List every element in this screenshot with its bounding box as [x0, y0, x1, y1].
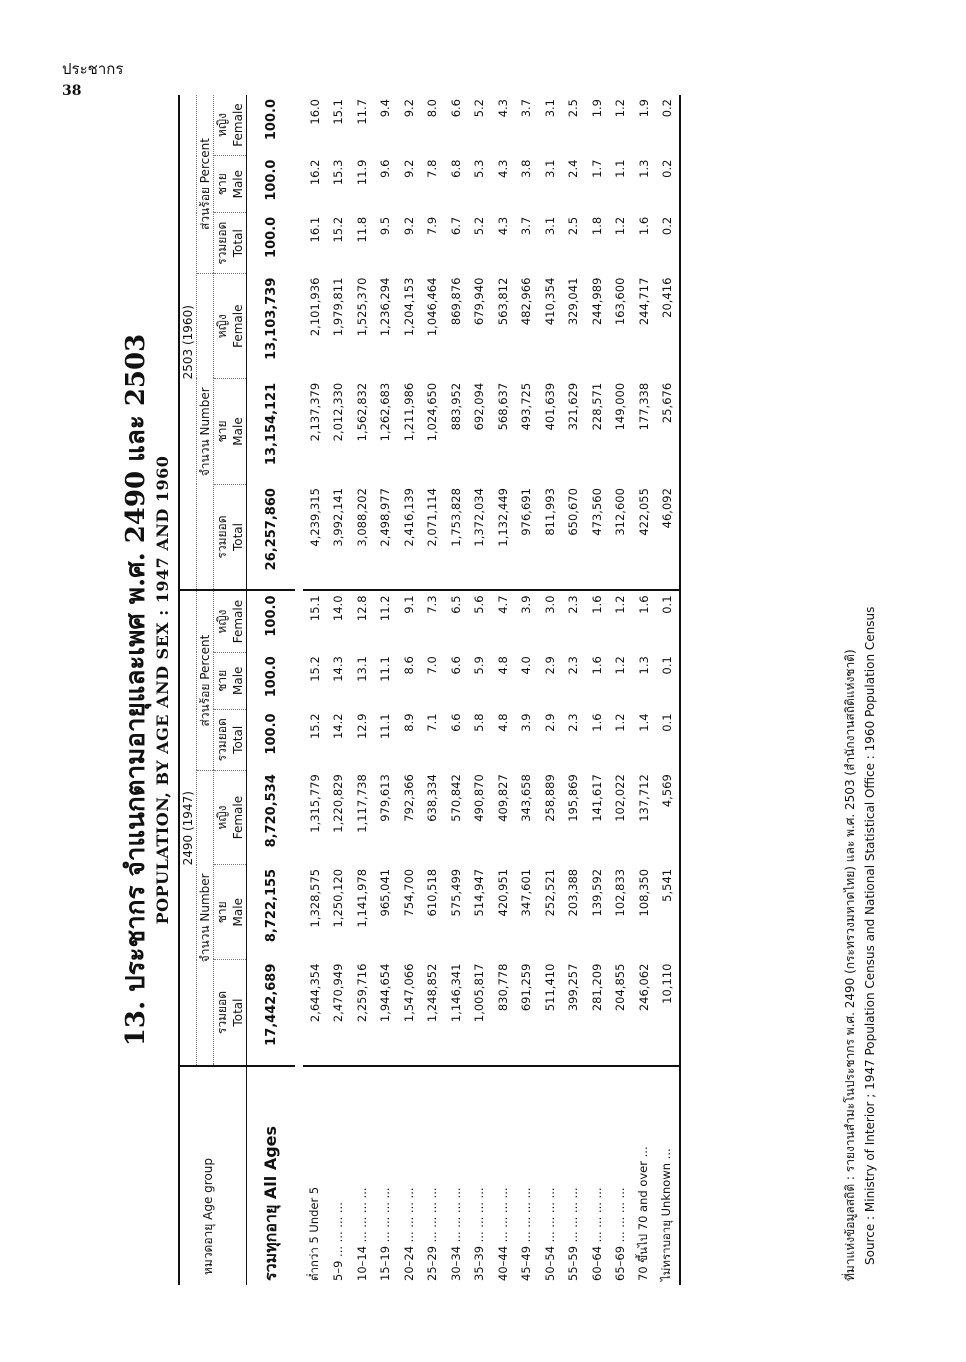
table-cell: 13.1: [354, 656, 369, 682]
table-cell: 5.2: [472, 99, 487, 118]
table-cell: 473,560: [585, 484, 609, 590]
table-cell: 4.7: [495, 595, 510, 614]
table-cell: 1,562,832: [354, 382, 369, 442]
table-cell: 493,725: [519, 382, 534, 431]
column-header-thai: หญิง: [215, 609, 229, 634]
table-cell: 26,257,860: [247, 484, 296, 590]
table-cell: 482,966: [519, 277, 534, 326]
column-header-english: Total: [231, 523, 245, 552]
table-cell: 4.3: [495, 159, 510, 178]
age-group-label: 45–49 ... ... ... ...: [519, 1187, 534, 1281]
table-cell: 11.7: [354, 99, 369, 125]
table-cell: 8.6: [401, 656, 416, 675]
table-cell: 883,952: [448, 382, 463, 431]
table-cell: 15.1: [307, 595, 322, 622]
table-cell: 4.8: [495, 713, 510, 732]
percent-group-1947: ส่วนร้อย Percent: [197, 590, 214, 770]
column-header-male: [214, 865, 247, 960]
number-group-1960: จำนวน Number: [197, 274, 214, 591]
table-cell: 9.2: [401, 159, 416, 178]
column-header-thai: ชาย: [215, 173, 229, 196]
table-cell: 1,024,650: [425, 382, 440, 442]
column-header-total: [214, 960, 247, 1066]
source-note: [840, 95, 880, 1285]
table-cell: 568,637: [495, 382, 510, 431]
table-cell: 244,989: [589, 277, 604, 326]
table-cell: 6.6: [448, 99, 463, 118]
table-cell: 25,676: [660, 382, 675, 424]
table-cell: 7.1: [425, 713, 440, 732]
age-group-label: 25–29 ... ... ... ...: [425, 1187, 440, 1281]
table-cell: 9.6: [378, 159, 393, 178]
table-cell: 11.2: [378, 595, 393, 622]
table-cell: 14.2: [331, 713, 346, 740]
column-header-english: Female: [231, 304, 245, 348]
column-header-english: Female: [231, 103, 245, 147]
table-cell: 16.2: [307, 159, 322, 186]
table-cell: 1.1: [613, 159, 628, 178]
page-header: [62, 58, 123, 102]
table-cell: 100.0: [263, 595, 279, 637]
column-header-english: Total: [231, 725, 245, 754]
age-group-label: 5–9 ... ... ... ...: [331, 1202, 346, 1281]
table-cell: 2,259,716: [350, 960, 374, 1066]
column-header-total: [214, 484, 247, 590]
column-header-thai: รวมยอด: [215, 718, 229, 762]
table-cell: 11.9: [354, 159, 369, 186]
age-group-label: 50–54 ... ... ... ...: [542, 1187, 557, 1281]
table-cell: 1.6: [589, 656, 604, 675]
number-group-1947: จำนวน Number: [197, 770, 214, 1066]
table-cell: 2.5: [566, 99, 581, 118]
column-header-english: Female: [231, 795, 245, 840]
table-cell: 754,700: [401, 868, 416, 917]
table-cell: 1.7: [589, 159, 604, 178]
column-header-english: Male: [231, 169, 245, 199]
table-cell: 258,889: [542, 774, 557, 822]
table-cell: 246,062: [632, 960, 656, 1066]
table-cell: 692,094: [472, 382, 487, 431]
table-cell: 5.6: [472, 595, 487, 614]
column-header-thai: หญิง: [215, 314, 229, 339]
table-cell: 16.1: [307, 216, 322, 243]
table-cell: 12.9: [354, 713, 369, 740]
table-cell: 9.4: [378, 99, 393, 118]
table-cell: 11.1: [378, 656, 393, 682]
source-english: Source : Ministry of Interior ; 1947 Population Census and National Statistical Office : 1960 Population Census: [863, 606, 877, 1265]
table-cell: 10,110: [656, 960, 681, 1066]
table-cell: 244,717: [636, 277, 651, 326]
table-cell: 204,855: [609, 960, 633, 1066]
table-row: [656, 95, 681, 1285]
table-row: [350, 95, 374, 1285]
column-header-english: Female: [231, 599, 245, 644]
table-cell: 5.3: [472, 159, 487, 178]
table-cell: 869,876: [448, 277, 463, 326]
table-cell: 1,979,811: [331, 277, 346, 337]
column-header-thai: ชาย: [215, 420, 229, 443]
age-group-label: 15–19 ... ... ... ...: [378, 1187, 393, 1281]
table-cell: 570,842: [448, 774, 463, 822]
table-cell: 281,209: [585, 960, 609, 1066]
column-header-male: [214, 156, 247, 213]
table-cell: 3,088,202: [350, 484, 374, 590]
table-cell: 195,869: [566, 774, 581, 822]
table-row: [468, 95, 492, 1285]
table-cell: 1,315,779: [307, 774, 322, 833]
age-group-label: รวมทุกอายุ All Ages: [260, 1125, 280, 1281]
table-cell: 17,442,689: [247, 960, 296, 1066]
age-group-label: ต่ำกว่า 5 Under 5: [306, 1186, 321, 1281]
table-cell: 228,571: [589, 382, 604, 431]
table-row: [421, 95, 445, 1285]
table-cell: 347,601: [519, 868, 534, 917]
table-row: [397, 95, 421, 1285]
table-cell: 5.2: [472, 216, 487, 236]
table-row: [491, 95, 515, 1285]
table-cell: 312,600: [609, 484, 633, 590]
spacer-cell: [295, 95, 303, 1285]
age-group-label: 60–64 ... ... ... ...: [589, 1187, 604, 1281]
table-cell: 5.8: [472, 713, 487, 732]
column-header-thai: รวมยอด: [215, 990, 229, 1035]
age-group-label: 20–24 ... ... ... ...: [401, 1187, 416, 1281]
table-cell: 1,372,034: [468, 484, 492, 590]
age-group-label: 70 ขึ้นไป 70 and over ...: [635, 1146, 650, 1281]
table-cell: 1.3: [636, 159, 651, 178]
table-cell: 1,211,986: [401, 382, 416, 442]
table-cell: 139,592: [589, 868, 604, 917]
column-header-thai: หญิง: [215, 805, 229, 830]
table-cell: 6.6: [448, 656, 463, 675]
table-cell: 13,103,739: [263, 277, 279, 360]
column-header-thai: หญิง: [215, 113, 229, 138]
table-cell: 13,154,121: [263, 382, 279, 466]
table-cell: 8,722,155: [263, 868, 279, 943]
table-cell: 0.2: [660, 216, 675, 236]
total-row: [247, 95, 296, 1285]
table-cell: 2,071,114: [421, 484, 445, 590]
table-cell: 1.2: [613, 216, 628, 236]
table-cell: 0.2: [660, 99, 675, 118]
table-cell: 100.0: [263, 656, 279, 698]
table-cell: 792,366: [401, 774, 416, 822]
column-header-total: [214, 213, 247, 274]
table-cell: 1.9: [636, 99, 651, 118]
column-header-english: Male: [231, 898, 245, 927]
table-cell: 3.7: [519, 216, 534, 236]
table-cell: 3,992,141: [327, 484, 351, 590]
table-cell: 965,041: [378, 868, 393, 917]
table-cell: 1,046,464: [425, 277, 440, 337]
table-cell: 2.9: [542, 713, 557, 732]
table-cell: 811,993: [538, 484, 562, 590]
table-cell: 422,055: [632, 484, 656, 590]
table-cell: 8.0: [425, 99, 440, 118]
page-number: 38: [62, 83, 82, 99]
table-cell: 420,951: [495, 868, 510, 917]
table-cell: 1.6: [636, 216, 651, 236]
table-cell: 563,812: [495, 277, 510, 326]
table-cell: 1.6: [589, 713, 604, 732]
table-cell: 1.6: [636, 595, 651, 614]
column-header-thai: รวมยอด: [215, 221, 229, 265]
table-cell: 2,137,379: [307, 382, 322, 442]
column-header-english: Male: [231, 417, 245, 446]
table-cell: 1,944,654: [374, 960, 398, 1066]
rotated-table-page: [120, 95, 910, 1285]
table-cell: 638,334: [425, 774, 440, 822]
year-1947-header: 2490 (1947): [179, 590, 197, 1066]
title-thai: 13. ประชากร จำแนกตามอายุและเพศ พ.ศ. 2490 และ 2503: [121, 333, 151, 1047]
table-cell: 14.0: [331, 595, 346, 622]
table-cell: 2.3: [566, 713, 581, 732]
table-cell: 399,257: [562, 960, 586, 1066]
table-cell: 3.7: [519, 99, 534, 118]
table-cell: 2.5: [566, 216, 581, 236]
age-group-label: 10–14 ... ... ... ...: [354, 1187, 369, 1281]
table-cell: 1,328,575: [307, 868, 322, 928]
table-cell: 410,354: [542, 277, 557, 326]
table-cell: 0.1: [660, 713, 675, 732]
table-cell: 15.3: [331, 159, 346, 186]
age-group-label: 55–59 ... ... ... ...: [566, 1187, 581, 1281]
table-row: [303, 95, 327, 1285]
table-cell: 7.3: [425, 595, 440, 614]
column-header-thai: ชาย: [215, 669, 229, 692]
table-row: [374, 95, 398, 1285]
table-cell: 3.1: [542, 216, 557, 236]
table-cell: 2.3: [566, 595, 581, 614]
table-cell: 1.4: [636, 713, 651, 732]
table-cell: 100.0: [263, 216, 279, 258]
section-label: ประชากร: [62, 60, 124, 78]
table-cell: 7.9: [425, 216, 440, 236]
table-cell: 3.1: [542, 99, 557, 118]
table-cell: 9.2: [401, 99, 416, 118]
age-group-header: หมวดอายุ Age group: [179, 1066, 247, 1285]
age-group-label: 30–34 ... ... ... ...: [448, 1187, 463, 1281]
table-cell: 409,827: [495, 774, 510, 822]
table-cell: 7.8: [425, 159, 440, 178]
table-cell: 9.2: [401, 216, 416, 236]
table-cell: 6.5: [448, 595, 463, 614]
table-row: [538, 95, 562, 1285]
table-cell: 9.5: [378, 216, 393, 236]
table-cell: 6.6: [448, 713, 463, 732]
table-cell: 1.6: [589, 595, 604, 614]
table-cell: 1,117,738: [354, 774, 369, 833]
table-cell: 108,350: [636, 868, 651, 917]
table-cell: 1,262,683: [378, 382, 393, 442]
table-cell: 650,670: [562, 484, 586, 590]
table-cell: 2,012,330: [331, 382, 346, 442]
table-row: [562, 95, 586, 1285]
table-cell: 2,416,139: [397, 484, 421, 590]
column-header-female: [214, 274, 247, 379]
table-cell: 100.0: [263, 99, 279, 141]
year-1960-header: 2503 (1960): [179, 95, 197, 590]
table-cell: 1,753,828: [444, 484, 468, 590]
table-cell: 102,833: [613, 868, 628, 917]
table-cell: 1,525,370: [354, 277, 369, 337]
column-header-male: [214, 652, 247, 709]
table-cell: 1,547,066: [397, 960, 421, 1066]
table-row: [609, 95, 633, 1285]
table-cell: 1,132,449: [491, 484, 515, 590]
table-cell: 401,639: [542, 382, 557, 431]
column-header-english: Total: [231, 229, 245, 258]
table-cell: 100.0: [263, 713, 279, 755]
table-cell: 1,236,294: [378, 277, 393, 337]
table-cell: 1.8: [589, 216, 604, 236]
table-cell: 9.1: [401, 595, 416, 614]
age-group-label: 40–44 ... ... ... ...: [495, 1187, 510, 1281]
table-cell: 1,141,978: [354, 868, 369, 928]
column-header-english: Male: [231, 666, 245, 696]
table-cell: 490,870: [472, 774, 487, 822]
table-body: [247, 95, 681, 1285]
table-title: [120, 95, 174, 1285]
table-cell: 6.7: [448, 216, 463, 236]
table-cell: 16.0: [307, 99, 322, 125]
table-cell: 2.3: [566, 656, 581, 675]
row-spacer: [295, 95, 303, 1285]
table-cell: 163,600: [613, 277, 628, 326]
table-cell: 1.2: [613, 99, 628, 118]
table-cell: 137,712: [636, 774, 651, 822]
table-cell: 141,617: [589, 774, 604, 822]
table-cell: 252,521: [542, 868, 557, 917]
column-header-thai: รวมยอด: [215, 515, 229, 559]
table-cell: 3.9: [519, 713, 534, 732]
table-cell: 979,613: [378, 774, 393, 822]
column-header-total: [214, 709, 247, 770]
table-cell: 976,691: [515, 484, 539, 590]
table-cell: 1.2: [613, 595, 628, 614]
age-group-label: 35–39 ... ... ... ...: [472, 1187, 487, 1281]
percent-group-1960: ส่วนร้อย Percent: [197, 95, 214, 274]
table-cell: 2,644,354: [303, 960, 327, 1066]
table-cell: 830,778: [491, 960, 515, 1066]
table-cell: 575,499: [448, 868, 463, 917]
table-cell: 20,416: [660, 277, 675, 318]
table-cell: 4.3: [495, 99, 510, 118]
table-cell: 1,248,852: [421, 960, 445, 1066]
table-cell: 4.0: [519, 656, 534, 675]
column-header-female: [214, 770, 247, 865]
table-cell: 177,338: [636, 382, 651, 431]
table-cell: 2.9: [542, 656, 557, 675]
table-row: [632, 95, 656, 1285]
population-table: [178, 95, 681, 1285]
column-header-female: [214, 95, 247, 156]
age-group-label: ไม่ทราบอายุ Unknown ...: [659, 1148, 674, 1281]
table-cell: 7.0: [425, 656, 440, 675]
table-cell: 343,658: [519, 774, 534, 822]
table-cell: 11.8: [354, 216, 369, 243]
table-cell: 12.8: [354, 595, 369, 622]
table-row: [585, 95, 609, 1285]
column-header-thai: ชาย: [215, 901, 229, 924]
column-header-male: [214, 379, 247, 484]
table-row: [327, 95, 351, 1285]
table-cell: 1,220,829: [331, 774, 346, 833]
table-cell: 691,259: [515, 960, 539, 1066]
table-cell: 3.0: [542, 595, 557, 614]
table-cell: 1.3: [636, 656, 651, 675]
table-cell: 1.9: [589, 99, 604, 118]
table-row: [444, 95, 468, 1285]
table-cell: 1.2: [613, 713, 628, 732]
table-cell: 1,250,120: [331, 868, 346, 928]
table-cell: 15.1: [331, 99, 346, 125]
table-cell: 0.1: [660, 595, 675, 614]
table-cell: 2.4: [566, 159, 581, 178]
title-english: POPULATION, BY AGE AND SEX : 1947 AND 1960: [153, 455, 172, 925]
table-cell: 2,470,949: [327, 960, 351, 1066]
table-cell: 15.2: [331, 216, 346, 243]
table-row: [515, 95, 539, 1285]
table-cell: 100.0: [263, 159, 279, 201]
table-cell: 514,947: [472, 868, 487, 917]
table-cell: 0.1: [660, 656, 675, 675]
table-cell: 4,239,315: [303, 484, 327, 590]
table-cell: 2,101,936: [307, 277, 322, 337]
table-cell: 511,410: [538, 960, 562, 1066]
table-cell: 4,569: [660, 774, 675, 808]
table-cell: 679,940: [472, 277, 487, 326]
table-cell: 15.2: [307, 656, 322, 682]
table-cell: 3.8: [519, 159, 534, 178]
table-cell: 329,041: [566, 277, 581, 326]
table-cell: 5.9: [472, 656, 487, 675]
table-cell: 610,518: [425, 868, 440, 917]
table-cell: 6.8: [448, 159, 463, 178]
table-cell: 46,092: [656, 484, 681, 590]
table-cell: 3.1: [542, 159, 557, 178]
table-cell: 102,022: [613, 774, 628, 822]
table-cell: 14.3: [331, 656, 346, 682]
table-cell: 8,720,534: [263, 774, 279, 848]
table-cell: 1.2: [613, 656, 628, 675]
table-cell: 5,541: [660, 868, 675, 902]
table-cell: 203,388: [566, 868, 581, 917]
table-cell: 4.3: [495, 216, 510, 236]
table-cell: 1,204,153: [401, 277, 416, 337]
table-cell: 15.2: [307, 713, 322, 740]
table-cell: 2,498,977: [374, 484, 398, 590]
column-header-female: [214, 590, 247, 652]
table-cell: 1,146,341: [444, 960, 468, 1066]
table-cell: 1,005,817: [468, 960, 492, 1066]
table-cell: 149,000: [613, 382, 628, 431]
table-cell: 321,629: [566, 382, 581, 431]
table-cell: 11.1: [378, 713, 393, 740]
table-cell: 0.2: [660, 159, 675, 178]
column-header-english: Total: [231, 998, 245, 1027]
source-thai: ที่มาแห่งข้อมูลสถิติ : รายงานสำมะโนประชากร พ.ศ. 2490 (กระทรวงมหาดไทย) และ พ.ศ. 2503 (สำนักงานสถิติแห่งชาติ): [843, 649, 857, 1281]
table-cell: 3.9: [519, 595, 534, 614]
table-cell: 8.9: [401, 713, 416, 732]
table-cell: 4.8: [495, 656, 510, 675]
age-group-label: 65–69 ... ... ... ...: [613, 1187, 628, 1281]
